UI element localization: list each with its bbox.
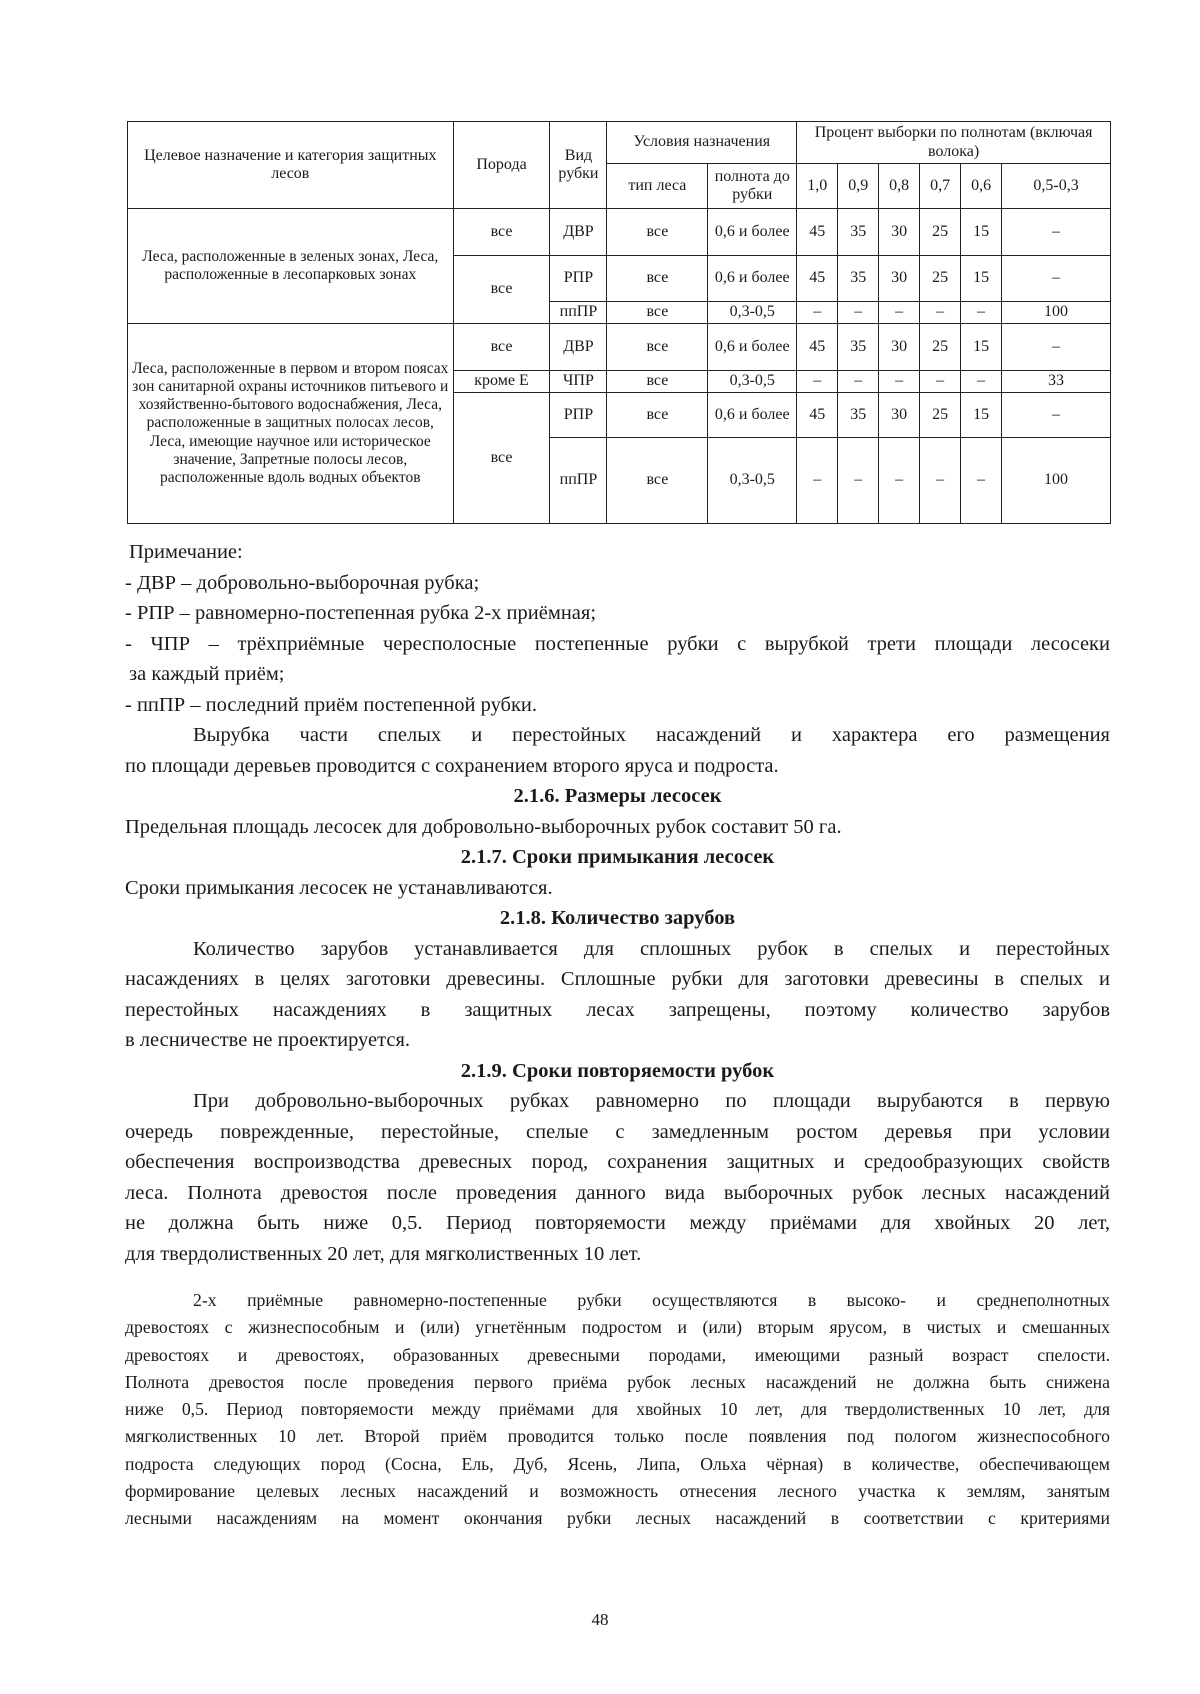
value-cell: – bbox=[879, 438, 920, 524]
forest-cell: все bbox=[607, 438, 708, 524]
paragraph-line: Вырубка части спелых и перестойных насаждений и характера его размещения bbox=[193, 724, 1110, 746]
cutting-table bbox=[127, 121, 1111, 524]
value-cell: 25 bbox=[920, 393, 961, 438]
paragraph-line: не должна быть ниже 0,5. Период повторяемости между приёмами для хвойных 20 лет, bbox=[125, 1212, 1110, 1234]
value-cell: 45 bbox=[797, 393, 838, 438]
value-cell: 15 bbox=[961, 393, 1002, 438]
note-item: - РПР – равномерно-постепенная рубка 2-х приёмная; bbox=[125, 602, 597, 624]
header-forest-type: тип леса bbox=[607, 164, 708, 209]
species-cell: все bbox=[453, 256, 550, 324]
cut-cell: ппПР bbox=[550, 302, 607, 324]
value-cell: – bbox=[1002, 256, 1111, 302]
value-cell: 25 bbox=[920, 324, 961, 371]
note-item: - ЧПР – трёхприёмные чересполосные постепенные рубки с вырубкой трети площади лесосеки bbox=[125, 632, 1110, 655]
value-cell: 35 bbox=[838, 393, 879, 438]
note-item: - ДВР – добровольно-выборочная рубка; bbox=[125, 571, 480, 594]
value-cell: – bbox=[797, 438, 838, 524]
header-density-col: 0,8 bbox=[879, 164, 920, 209]
paragraph-line: древостоях и древостоях, образованных древесными породами, имеющими разный возраст спелости. bbox=[125, 1344, 1110, 1365]
value-cell: 30 bbox=[879, 256, 920, 302]
value-cell: – bbox=[920, 371, 961, 393]
section-heading: 2.1.9. Сроки повторяемости рубок bbox=[460, 1059, 775, 1082]
density-cell: 0,6 и более bbox=[708, 256, 797, 302]
value-cell: – bbox=[838, 371, 879, 393]
header-density-col: 0,7 bbox=[920, 164, 961, 209]
value-cell: 33 bbox=[1002, 371, 1111, 393]
header-cut-type: Вид рубки bbox=[550, 122, 607, 209]
value-cell: – bbox=[961, 371, 1002, 393]
density-cell: 0,6 и более bbox=[708, 324, 797, 371]
value-cell: – bbox=[879, 371, 920, 393]
note-title: Примечание: bbox=[129, 541, 243, 563]
section-heading: 2.1.6. Размеры лесосек bbox=[513, 785, 722, 807]
paragraph-line: подроста следующих пород (Сосна, Ель, Дуб, Ясень, Липа, Ольха чёрная) в количестве, обеспечивающем bbox=[125, 1453, 1110, 1474]
header-density-col: 1,0 bbox=[797, 164, 838, 209]
value-cell: – bbox=[961, 438, 1002, 524]
species-cell: все bbox=[453, 324, 550, 371]
cut-cell: ДВР bbox=[550, 324, 607, 371]
density-cell: 0,6 и более bbox=[708, 209, 797, 256]
value-cell: – bbox=[838, 302, 879, 324]
paragraph-line: Полнота древостоя после проведения первого приёма рубок лесных насаждений не должна быть снижена bbox=[125, 1371, 1110, 1392]
value-cell: – bbox=[1002, 209, 1111, 256]
header-species: Порода bbox=[453, 122, 550, 209]
category-cell: Леса, расположенные в зеленых зонах, Леса, расположенные в лесопарковых зонах bbox=[128, 209, 454, 324]
value-cell: 35 bbox=[838, 324, 879, 371]
value-cell: 35 bbox=[838, 209, 879, 256]
value-cell: 25 bbox=[920, 256, 961, 302]
paragraph-line: 2-х приёмные равномерно-постепенные рубки осуществляются в высоко- и среднеполнотных bbox=[193, 1290, 1110, 1310]
paragraph-line: мягколиственных 10 лет. Второй приём проводится только после появления под пологом жизнеспособного bbox=[125, 1426, 1110, 1447]
value-cell: – bbox=[797, 371, 838, 393]
paragraph-line: перестойных насаждениях в защитных лесах запрещены, поэтому количество зарубов bbox=[125, 998, 1110, 1021]
value-cell: 25 bbox=[920, 209, 961, 256]
value-cell: 45 bbox=[797, 209, 838, 256]
paragraph-line: Сроки примыкания лесосек не устанавливаются. bbox=[125, 876, 553, 899]
table-row bbox=[128, 209, 1111, 256]
value-cell: 35 bbox=[838, 256, 879, 302]
value-cell: – bbox=[920, 302, 961, 324]
cut-cell: ДВР bbox=[550, 209, 607, 256]
value-cell: 30 bbox=[879, 393, 920, 438]
header-percent: Процент выборки по полнотам (включая волока) bbox=[797, 122, 1111, 164]
species-cell: все bbox=[453, 393, 550, 524]
paragraph-line: леса. Полнота древостоя после проведения данного вида выборочных рубок лесных насаждений bbox=[125, 1181, 1110, 1204]
value-cell: – bbox=[838, 438, 879, 524]
header-purpose: Целевое назначение и категория защитных лесов bbox=[128, 122, 454, 209]
section-heading: 2.1.7. Сроки примыкания лесосек bbox=[460, 846, 775, 868]
forest-cell: все bbox=[607, 393, 708, 438]
value-cell: 45 bbox=[797, 324, 838, 371]
value-cell: 45 bbox=[797, 256, 838, 302]
paragraph-line: При добровольно-выборочных рубках равномерно по площади вырубаются в первую bbox=[193, 1090, 1110, 1112]
value-cell: 30 bbox=[879, 209, 920, 256]
paragraph-line: в лесничестве не проектируется. bbox=[125, 1029, 410, 1051]
paragraph-line: очередь поврежденные, перестойные, спелые с замедленным ростом деревья при условии bbox=[125, 1120, 1110, 1143]
header-conditions: Условия назначения bbox=[607, 122, 797, 164]
table-row bbox=[128, 324, 1111, 371]
note-block bbox=[125, 537, 1110, 1269]
density-cell: 0,3-0,5 bbox=[708, 302, 797, 324]
header-density-before: полнота до рубки bbox=[708, 164, 797, 209]
paragraph-line: формирование целевых лесных насаждений и возможность отнесения лесного участка к землям, занятым bbox=[125, 1481, 1110, 1502]
forest-cell: все bbox=[607, 256, 708, 302]
species-cell: все bbox=[453, 209, 550, 256]
header-density-col: 0,6 bbox=[961, 164, 1002, 209]
value-cell: 100 bbox=[1002, 438, 1111, 524]
paragraph-line: Предельная площадь лесосек для добровольно-выборочных рубок составит 50 га. bbox=[125, 815, 842, 838]
section-heading: 2.1.8. Количество зарубов bbox=[499, 907, 736, 929]
density-cell: 0,3-0,5 bbox=[708, 438, 797, 524]
cut-cell: ЧПР bbox=[550, 371, 607, 393]
paragraph-line: ниже 0,5. Период повторяемости между приёмами для хвойных 10 лет, для твердолиственных 10 лет, для bbox=[125, 1399, 1110, 1420]
paragraph-line: лесными насаждениям на момент окончания рубки лесных насаждений в соответствии с критериями bbox=[125, 1508, 1110, 1529]
page-number: 48 bbox=[591, 1610, 609, 1629]
species-cell: кроме Е bbox=[453, 371, 550, 393]
value-cell: – bbox=[920, 438, 961, 524]
value-cell: – bbox=[1002, 324, 1111, 371]
forest-cell: все bbox=[607, 302, 708, 324]
value-cell: – bbox=[1002, 393, 1111, 438]
value-cell: 15 bbox=[961, 256, 1002, 302]
note-item: за каждый приём; bbox=[129, 663, 285, 685]
forest-cell: все bbox=[607, 324, 708, 371]
cut-cell: РПР bbox=[550, 256, 607, 302]
value-cell: 15 bbox=[961, 324, 1002, 371]
forest-cell: все bbox=[607, 209, 708, 256]
paragraph-line: насаждениях в целях заготовки древесины. Сплошные рубки для заготовки древесины в спелых и bbox=[125, 968, 1110, 990]
density-cell: 0,6 и более bbox=[708, 393, 797, 438]
value-cell: 100 bbox=[1002, 302, 1111, 324]
paragraph-small bbox=[125, 1287, 1110, 1533]
value-cell: 30 bbox=[879, 324, 920, 371]
paragraph-line: Количество зарубов устанавливается для сплошных рубок в спелых и перестойных bbox=[193, 937, 1110, 960]
cut-cell: РПР bbox=[550, 393, 607, 438]
note-item: - ппПР – последний приём постепенной рубки. bbox=[125, 693, 538, 716]
density-cell: 0,3-0,5 bbox=[708, 371, 797, 393]
value-cell: – bbox=[961, 302, 1002, 324]
cut-cell: ппПР bbox=[550, 438, 607, 524]
category-cell: Леса, расположенные в первом и втором поясах зон санитарной охраны источников питьевого и хозяйственно-бытового водоснабжения, Леса, расположенные в защитных полосах лесов, Леса, имеющие научное или историческое значение, Запретные полосы лесов, расположенные вдоль водных объектов bbox=[128, 324, 454, 524]
header-density-col: 0,5-0,3 bbox=[1002, 164, 1111, 209]
paragraph-line: обеспечения воспроизводства древесных пород, сохранения защитных и средообразующих свойств bbox=[125, 1151, 1110, 1173]
value-cell: 15 bbox=[961, 209, 1002, 256]
value-cell: – bbox=[879, 302, 920, 324]
header-density-col: 0,9 bbox=[838, 164, 879, 209]
paragraph-line: древостоях с жизнеспособным и (или) угнетённым подростом и (или) вторым ярусом, в чистых и смешанных bbox=[125, 1317, 1110, 1338]
value-cell: – bbox=[797, 302, 838, 324]
forest-cell: все bbox=[607, 371, 708, 393]
paragraph-line: по площади деревьев проводится с сохранением второго яруса и подроста. bbox=[125, 754, 779, 777]
paragraph-line: для твердолиственных 20 лет, для мягколиственных 10 лет. bbox=[125, 1242, 642, 1265]
